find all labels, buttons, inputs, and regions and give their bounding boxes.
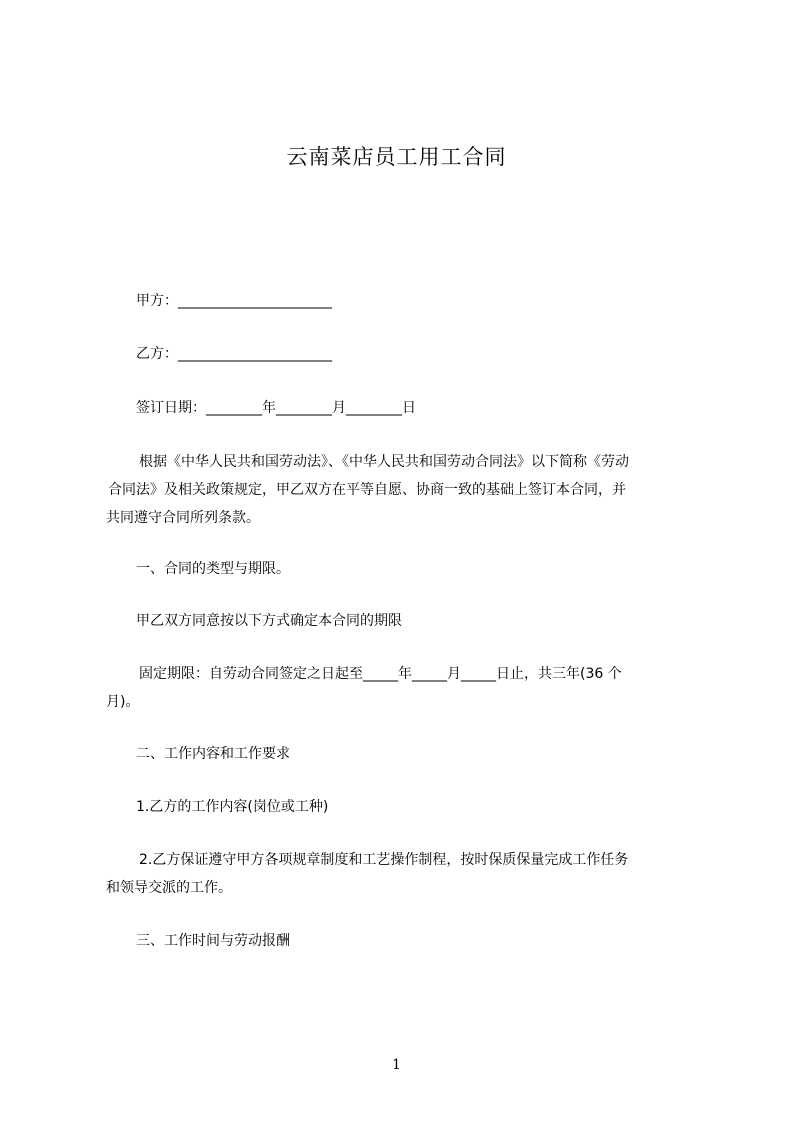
section-1-text: 甲乙双方同意按以下方式确定本合同的期限 [136,613,402,629]
sign-date-line: 签订日期：________年________月________日 [136,400,416,416]
section-2-item-2-line-1: 2.乙方保证遵守甲方各项规章制度和工艺操作制程，按时保质保量完成工作任务 [139,852,629,868]
intro-paragraph-line-2: 合同法》及相关政策规定，甲乙双方在平等自愿、协商一致的基础上签订本合同，并 [108,482,626,498]
party-b-line: 乙方：______________________ [136,346,332,362]
section-2-item-1: 1.乙方的工作内容(岗位或工种) [136,799,329,815]
party-a-line: 甲方：______________________ [136,293,332,309]
document-title: 云南菜店员工用工合同 [286,145,507,169]
section-1-heading: 一、合同的类型与期限。 [136,561,290,577]
section-3-heading: 三、工作时间与劳动报酬 [136,933,290,949]
section-1-fixed-term-line-1: 固定期限：自劳动合同签定之日起至_____年_____月_____日止，共三年(36 个 [139,666,622,682]
page-number: 1 [392,1057,401,1073]
section-1-fixed-term-line-2: 月)。 [106,694,140,710]
section-2-item-2-line-2: 和领导交派的工作。 [106,880,232,896]
intro-paragraph-line-3: 共同遵守合同所列条款。 [106,510,260,526]
section-2-heading: 二、工作内容和工作要求 [136,746,290,762]
intro-paragraph-line-1: 根据《中华人民共和国劳动法》、《中华人民共和国劳动合同法》以下简称《劳动 [139,454,629,470]
